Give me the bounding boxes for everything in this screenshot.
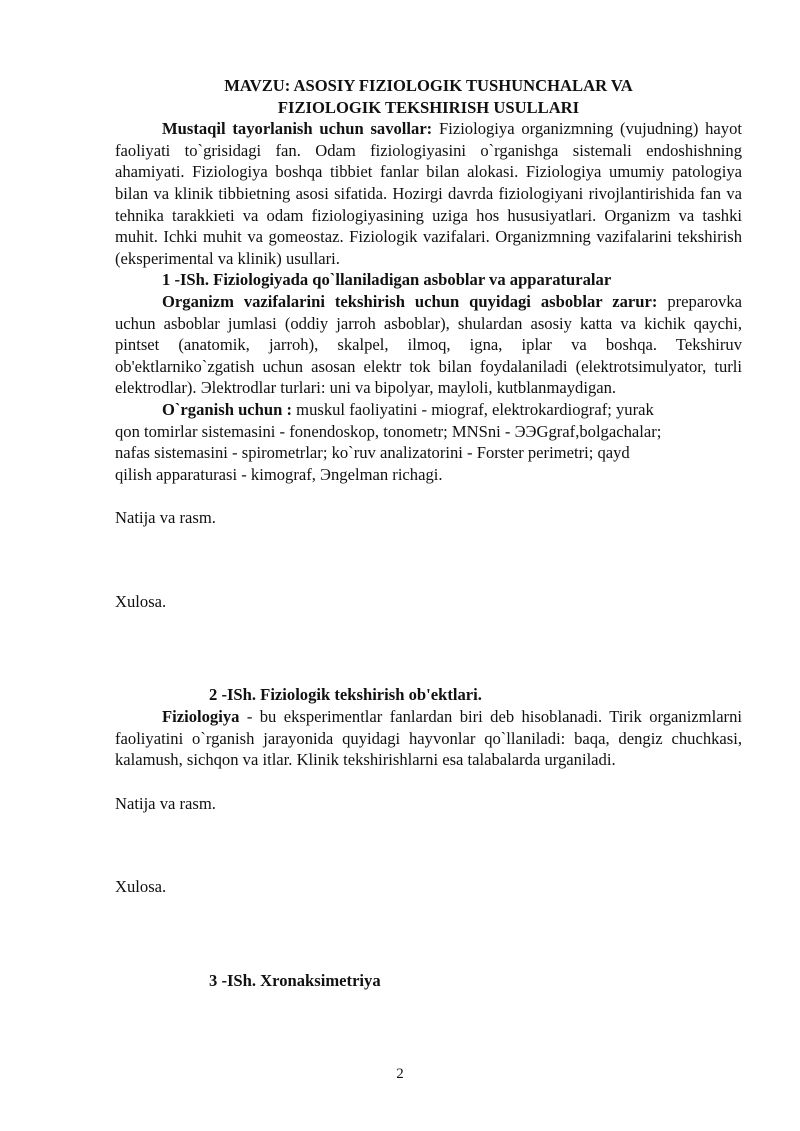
section1-p2-line1: muskul faoliyatini - miograf, elektrokardiograf; yurak (292, 399, 654, 419)
section3-heading: 3 -ISh. Xronaksimetriya (209, 971, 381, 991)
page-title-line-2: FIZIOLOGIK TEKSHIRISH USULLARI (277, 97, 580, 117)
page-number: 2 (396, 1066, 404, 1082)
section1-paragraph-2 (115, 399, 742, 485)
intro-lead: Mustaqil tayorlanish uchun savollar: (162, 119, 433, 139)
page-title-line-1: MAVZU: ASOSIY FIZIOLOGIK TUSHUNCHALAR VA (224, 76, 633, 95)
section2-paragraph (115, 706, 742, 771)
intro-paragraph (115, 118, 742, 269)
section2-result-label: Natija va rasm. (115, 793, 216, 813)
section1-heading-text: 1 -ISh. Fiziologiyada qo`llaniladigan asboblar va apparaturalar (162, 270, 612, 290)
section1-p1-text: preparovka uchun asboblar jumlasi (oddiy jarroh asboblar), shulardan asosiy katta va kichik qaychi, pintset (anatomik, jarroh), skalpel, ilmoq, igna, iplar va boshqa. Tekshiruv ob'ektlarniko`zgatish uchun asosan elektr tok bilan foydalaniladi (elektrotsimulyator, turli elektrodlar). Эlektrodlar turlari: uni va bipolyar, mayloli, kutblanmaydigan. (115, 291, 742, 398)
section1-result-label: Natija va rasm. (115, 508, 216, 528)
section1-p2-line3: nafas sistemasini - spirometrlar; ko`ruv analizatorini - Forster perimetri; qayd (115, 443, 630, 463)
section1-paragraph-1 (115, 291, 742, 399)
section2-text: - bu eksperimentlar fanlardan biri deb hisoblanadi. Tirik organizmlarni faoliyatini o`rganish jarayonida quyidagi hayvonlar qo`llaniladi: baqa, dengiz chuchkasi, kalamush, sichqon va itlar. Klinik tekshirishlarni esa talabalarda urganiladi. (115, 707, 742, 770)
section1-heading (115, 269, 742, 291)
section1-p2-line2: qon tomirlar sistemasini - fonendoskop, tonometr; MNSni - ЭЭGgraf,bolgachalar; (115, 421, 662, 441)
section2-heading: 2 -ISh. Fiziologik tekshirish ob'ektlari. (209, 685, 482, 705)
section2-lead: Fiziologiya (162, 707, 240, 727)
page-content (115, 75, 742, 992)
intro-text: Fiziologiya organizmning (vujudning) hayot faoliyati to`grisidagi fan. Odam fiziologiyasini o`rganishga sistemali endoshishning ahamiyati. Fiziologiya boshqa tibbiet fanlar bilan alokasi. Fiziologiya umumiy patologiya bilan va klinik tibbietning asosi sifatida. Hozirgi davrda fiziologiyani rivojlantirishida fan va tehnika tarakkieti va odam fiziologiyasining uziga hos hususiyatlari. Organizm va tashki muhit. Ichki muhit va gomeostaz. Fiziologik vazifalari. Organizmning vazifalarini tekshirish (eksperimental va klinik) usullari. (115, 119, 742, 268)
section1-p1-lead: Organizm vazifalarini tekshirish uchun quyidagi asboblar zarur: (162, 291, 658, 311)
section2-conclusion-label: Xulosa. (115, 877, 167, 897)
section1-p2-lead: O`rganish uchun : (162, 399, 293, 419)
section1-p2-line4: qilish apparaturasi - kimograf, Эngelman richagi. (115, 464, 443, 484)
section1-conclusion-label: Xulosa. (115, 591, 167, 611)
